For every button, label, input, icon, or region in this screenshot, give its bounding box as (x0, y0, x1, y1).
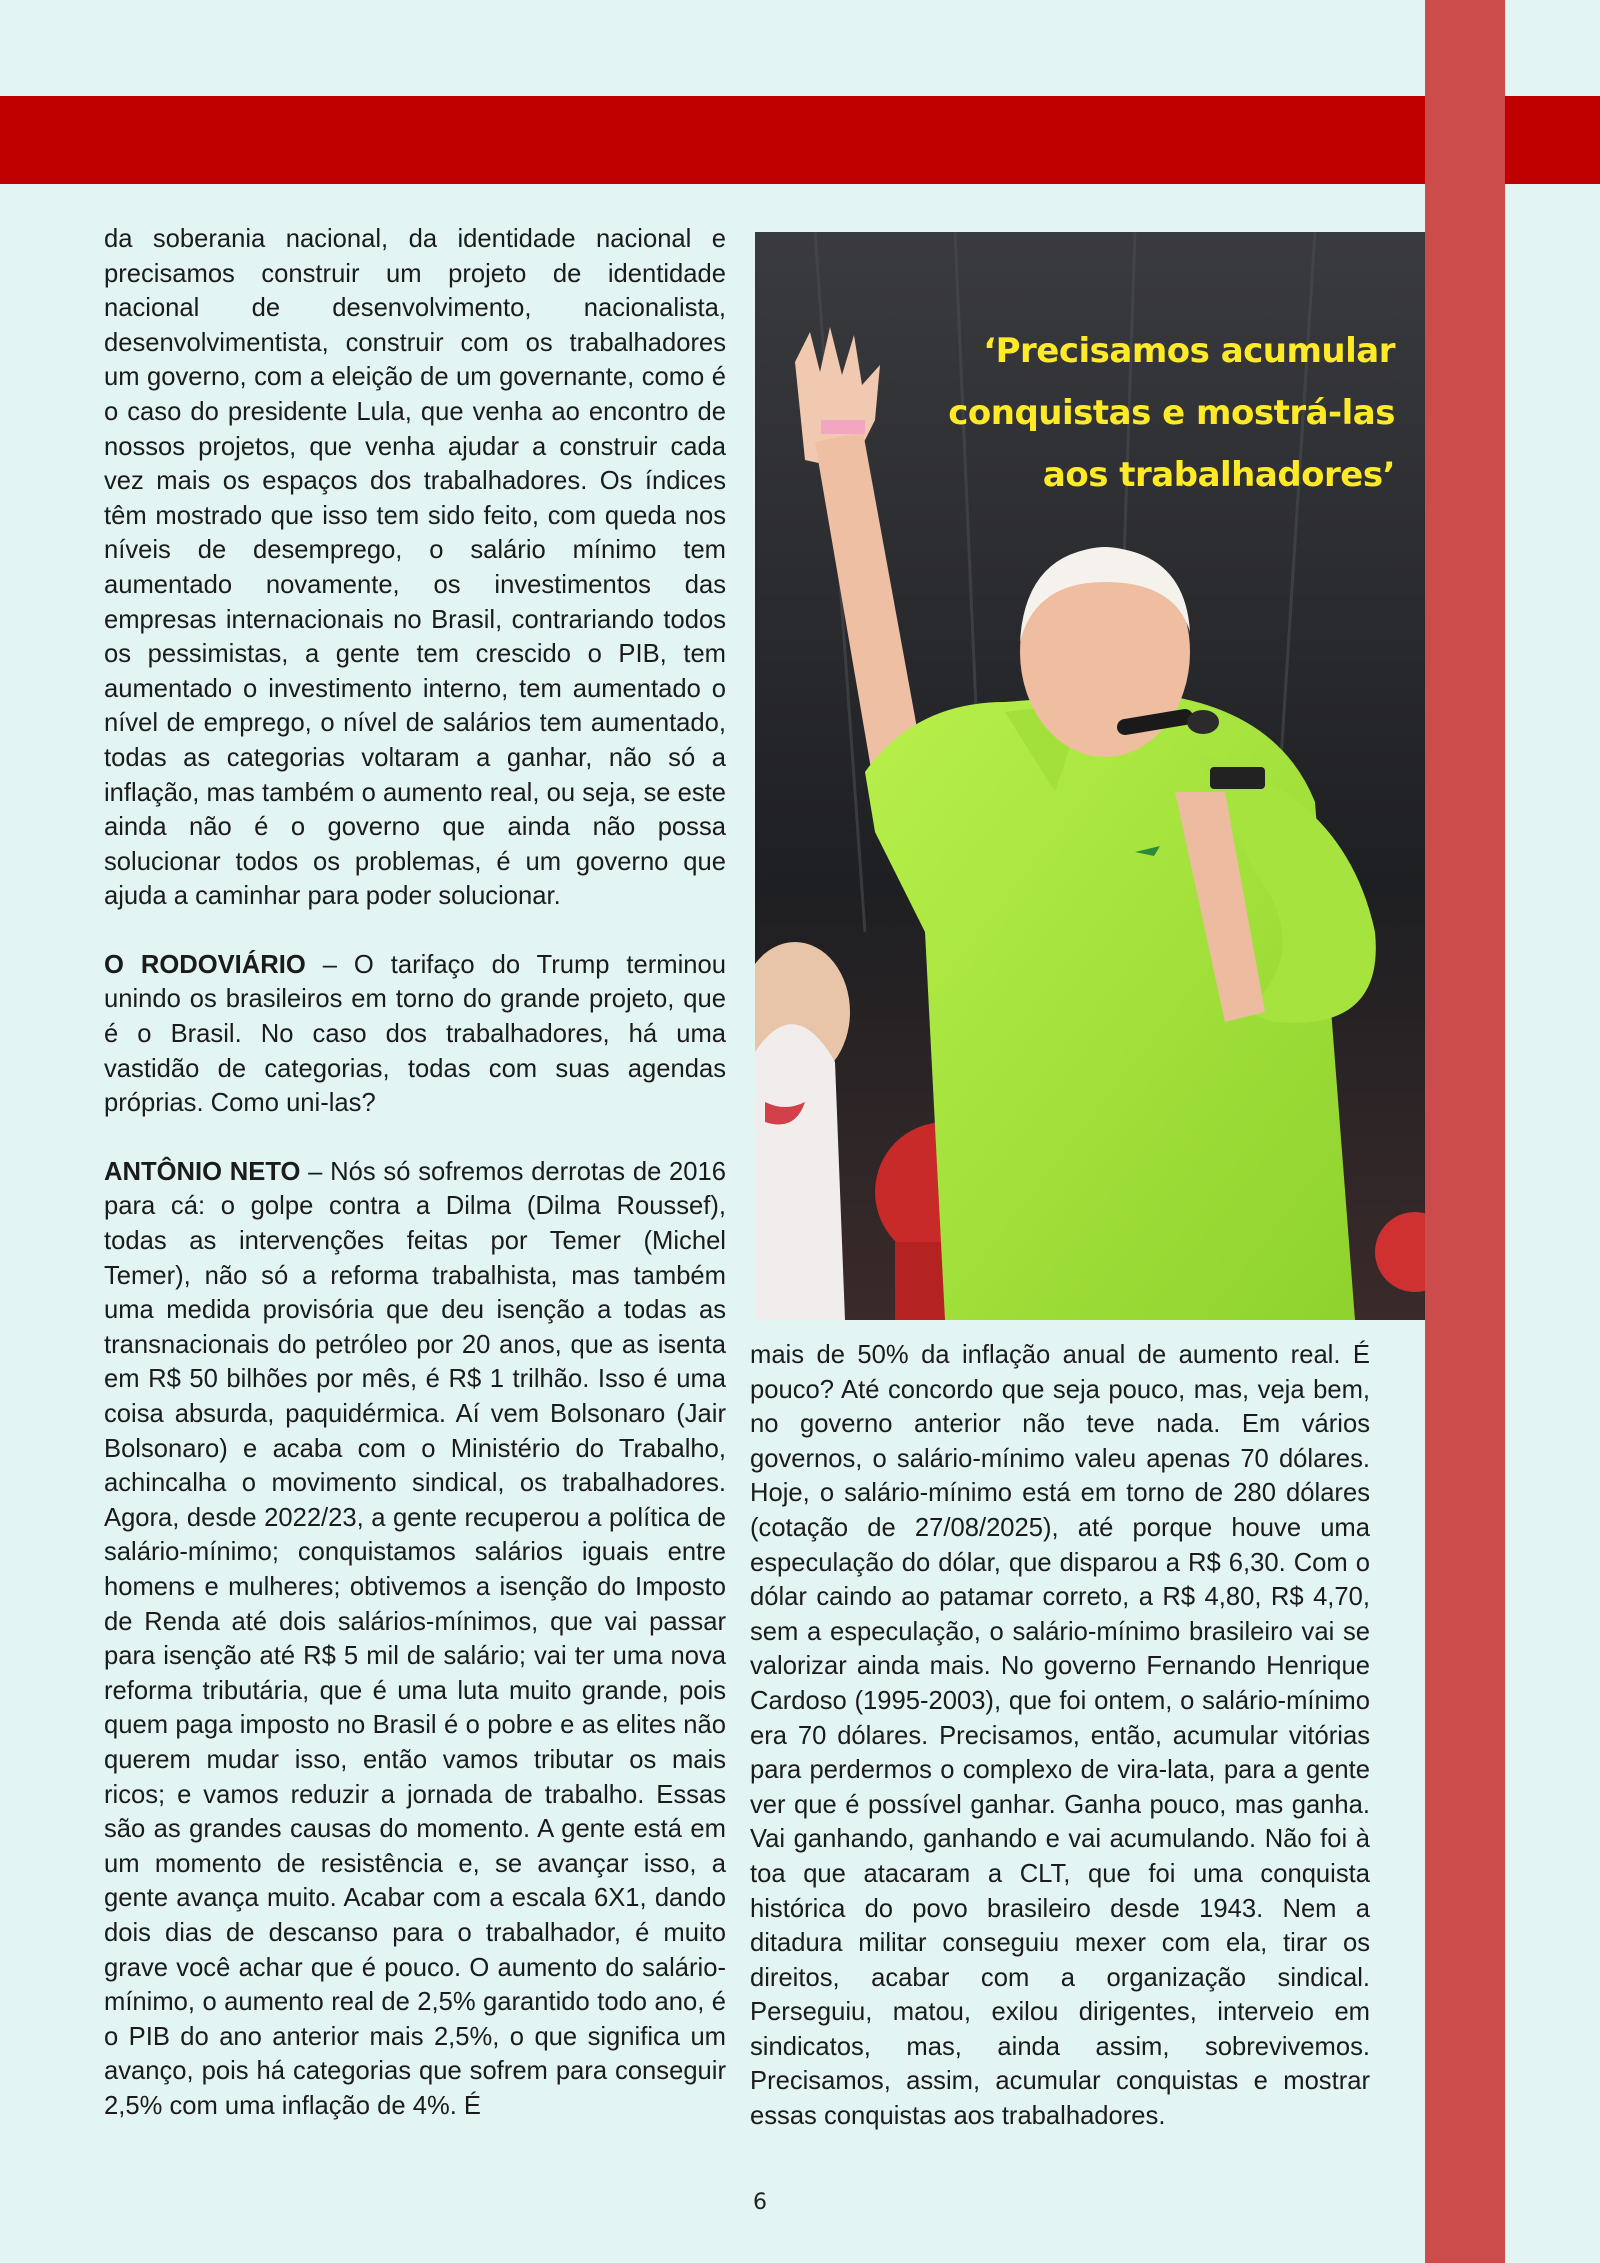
speaker-label-rodoviario: O RODOVIÁRIO (104, 950, 306, 979)
answer-text: – Nós só sofremos derrotas de 2016 para cá: o golpe contra a Dilma (Dilma Roussef), todas as intervenções feitas por Temer (Michel Temer), não só a reforma trabalhista, mas também uma medida provisória que deu isenção a todas as transnacionais do petróleo por 20 anos, que as isenta em R$ 50 bilhões por mês, é R$ 1 trilhão. Isso é uma coisa absurda, paquidérmica. Aí vem Bolsonaro (Jair Bolsonaro) e acaba com o Ministério do Trabalho, achincalha o movimento sindical, os trabalhadores. Agora, desde 2022/23, a gente recuperou a política de salário-mínimo; conquistamos salários iguais entre homens e mulheres; obtivemos a isenção do Imposto de Renda até dois salários-mínimos, que vai passar para isenção até R$ 5 mil de salário; vai ter uma nova reforma tributária, que é uma luta muito grande, pois quem paga imposto no Brasil é o pobre e as elites não querem mudar isso, então vamos tributar os mais ricos; e vamos reduzir a jornada de trabalho. Essas são as grandes causas do momento. A gente está em um momento de resistência e, se avançar isso, a gente avança muito. Acabar com a escala 6X1, dando dois dias de descanso para o trabalhador, é muito grave você achar que é pouco. O aumento do salário-mínimo, o aumento real de 2,5% garantido todo ano, é o PIB do ano anterior mais 2,5%, o que significa um avanço, pois há categorias que sofrem para conseguir 2,5% com uma inflação de 4%. É (104, 1157, 726, 2120)
article-column-right (750, 1338, 1370, 2134)
paragraph-continuation: mais de 50% da inflação anual de aumento real. É pouco? Até concordo que seja pouco, mas, veja bem, no governo anterior não teve nada. Em vários governos, o salário-mínimo valeu apenas 70 dólares. Hoje, o salário-mínimo está em torno de 280 dólares (cotação de 27/08/2025), até porque houve uma especulação do dólar, que disparou a R$ 6,30. Com o dólar caindo ao patamar correto, a R$ 4,80, R$ 4,70, sem a especulação, o salário-mínimo brasileiro vai se valorizar ainda mais. No governo Fernando Henrique Cardoso (1995-2003), que foi ontem, o salário-mínimo era 70 dólares. Precisamos, então, acumular vitórias para perdermos o complexo de vira-lata, para a gente ver que é possível ganhar. Ganha pouco, mas ganha. Vai ganhando, ganhando e vai acumulando. Não foi à toa que atacaram a CLT, que foi uma conquista histórica do povo brasileiro desde 1943. Nem a ditadura militar conseguiu mexer com ela, tirar os direitos, acabar com a organização sindical. Perseguiu, matou, exilou dirigentes, interveio em sindicatos, mas, ainda assim, sobrevivemos. Precisamos, assim, acumular conquistas e mostrar essas conquistas aos trabalhadores. (750, 1341, 1370, 2131)
speaker-label-antonio-neto: ANTÔNIO NETO (104, 1157, 301, 1186)
page-number: 6 (753, 2190, 767, 2215)
interview-question (104, 948, 726, 1121)
article-column-left (104, 222, 726, 2123)
photo-pull-quote (835, 320, 1395, 506)
interview-answer (104, 1155, 726, 2124)
header-red-band (0, 96, 1600, 184)
pull-quote-line-3: aos trabalhadores’ (1042, 455, 1395, 495)
question-text: – O tarifaço do Trump terminou unindo os brasileiros em torno do grande projeto, que é o Brasil. No caso dos trabalhadores, há uma vastidão de categorias, todas com suas agendas próprias. Como uni-las? (104, 950, 727, 1118)
pull-quote-line-1: ‘Precisamos acumular (983, 331, 1395, 371)
side-red-band (1425, 0, 1505, 2263)
speaker-photo (755, 232, 1425, 1320)
paragraph-intro: da soberania nacional, da identidade nacional e precisamos construir um projeto de identidade nacional de desenvolvimento, nacionalista, desenvolvimentista, construir com os trabalhadores um governo, com a eleição de um governante, como é o caso do presidente Lula, que venha ao encontro de nossos projetos, que venha ajudar a construir cada vez mais os espaços dos trabalhadores. Os índices têm mostrado que isso tem sido feito, com queda nos níveis de desemprego, o salário mínimo tem aumentado novamente, os investimentos das empresas internacionais no Brasil, contrariando todos os pessimistas, a gente tem crescido o PIB, tem aumentado o investimento interno, tem aumentado o nível de emprego, o nível de salários tem aumentado, todas as categorias voltaram a ganhar, não só a inflação, mas também o aumento real, ou seja, se este ainda não é o governo que ainda não possa solucionar todos os problemas, é um governo que ajuda a caminhar para poder solucionar. (104, 225, 726, 911)
pull-quote-line-2: conquistas e mostrá-las (948, 393, 1395, 433)
